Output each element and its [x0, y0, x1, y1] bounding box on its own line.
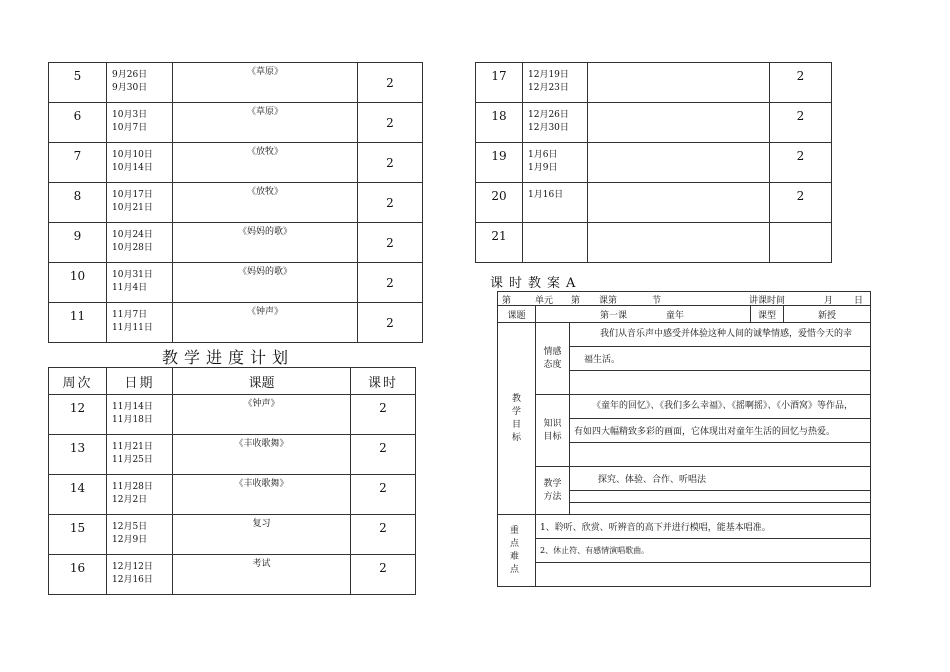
- date-end: 12月9日: [112, 535, 148, 545]
- date-cell: [107, 475, 173, 515]
- table-row: [49, 435, 416, 475]
- date-start: 11月14日: [112, 402, 153, 412]
- date-end: 12月23日: [528, 83, 569, 93]
- method-text: 探究、体验、合作、听唱法: [570, 467, 871, 491]
- week-cell: 14: [49, 475, 107, 515]
- hours-cell: 2: [351, 435, 416, 475]
- week-cell: 12: [49, 395, 107, 435]
- header-week: 周次: [49, 368, 107, 395]
- header-date: 日期: [107, 368, 173, 395]
- date-cell: [107, 555, 173, 595]
- week-cell: 5: [49, 63, 107, 103]
- date-cell: [107, 143, 173, 183]
- table-row: [49, 475, 416, 515]
- date-end: 11月18日: [112, 415, 153, 425]
- week-cell: 8: [49, 183, 107, 223]
- lesson-plan-table: [497, 291, 871, 587]
- hours-cell: 2: [770, 63, 832, 103]
- header-hours: 课时: [351, 368, 416, 395]
- date-start: 1月6日: [528, 150, 558, 160]
- date-end: 10月21日: [112, 203, 153, 213]
- date-start: 10月24日: [112, 230, 153, 240]
- method-blank-1: [570, 491, 871, 503]
- date-cell: [107, 183, 173, 223]
- date-cell: [523, 183, 588, 223]
- topic-cell: 《丰收歌舞》: [173, 475, 351, 515]
- date-start: 1月16日: [528, 190, 564, 200]
- topic-cell: [588, 103, 770, 143]
- topic-cell: 《放牧》: [173, 143, 358, 183]
- table-row: [476, 183, 832, 223]
- date-start: 11月28日: [112, 482, 153, 492]
- hours-cell: 2: [770, 103, 832, 143]
- knowledge-text-1: 《童年的回忆》、《我们多么幸福》、《摇啊摇》、《小酒窝》等作品，: [570, 395, 871, 419]
- date-start: 12月12日: [112, 562, 153, 572]
- week-cell: 7: [49, 143, 107, 183]
- lesson-number: 第一课: [600, 310, 628, 321]
- date-end: 1月9日: [528, 163, 558, 173]
- topic-cell: 《草原》: [173, 63, 358, 103]
- date-end: 10月28日: [112, 243, 153, 253]
- hours-cell: 2: [351, 515, 416, 555]
- hours-cell: 2: [358, 223, 423, 263]
- topic-cell: [588, 223, 770, 263]
- table-row: [476, 223, 832, 263]
- table-row: [49, 263, 423, 303]
- topic-cell: [588, 143, 770, 183]
- key-blank: [536, 563, 871, 587]
- date-cell: [107, 103, 173, 143]
- header-topic: 课题: [173, 368, 351, 395]
- date-start: 12月19日: [528, 70, 569, 80]
- date-end: 10月7日: [112, 123, 148, 133]
- week-cell: 17: [476, 63, 523, 103]
- key-point-2: 2、休止符、有感情演唱歌曲。: [536, 539, 871, 563]
- date-end: 9月30日: [112, 83, 148, 93]
- date-cell: [107, 63, 173, 103]
- date-start: 10月10日: [112, 150, 153, 160]
- date-end: 11月25日: [112, 455, 153, 465]
- week-cell: 6: [49, 103, 107, 143]
- week-cell: 9: [49, 223, 107, 263]
- date-cell: [107, 303, 173, 343]
- hours-cell: 2: [770, 143, 832, 183]
- emotion-text-1: 我们从音乐声中感受并体验这种人间的诚挚情感，爱惜今天的幸: [570, 323, 871, 347]
- date-end: 12月2日: [112, 495, 148, 505]
- date-cell: [523, 103, 588, 143]
- topic-cell: [588, 183, 770, 223]
- method-blank-2: [570, 503, 871, 515]
- table-row: [49, 555, 416, 595]
- table-row: [49, 183, 423, 223]
- week-cell: 21: [476, 223, 523, 263]
- knowledge-blank: [570, 443, 871, 467]
- date-cell: [107, 395, 173, 435]
- hours-cell: 2: [358, 263, 423, 303]
- schedule-table-bottom-left: [48, 367, 416, 595]
- table-row: [476, 63, 832, 103]
- schedule-table-right: [475, 62, 832, 263]
- lesson-plan-title: 课时教案A: [490, 276, 582, 291]
- week-cell: 19: [476, 143, 523, 183]
- type-value: 新授: [784, 306, 871, 323]
- week-cell: 15: [49, 515, 107, 555]
- hours-cell: 2: [358, 103, 423, 143]
- emotion-text-2: 福生活。: [570, 347, 871, 371]
- date-cell: [523, 63, 588, 103]
- week-cell: 10: [49, 263, 107, 303]
- date-cell: [523, 223, 588, 263]
- date-cell: [107, 515, 173, 555]
- emotion-label: 情感态度: [536, 323, 570, 395]
- date-end: 11月11日: [112, 323, 153, 333]
- table-row: [49, 103, 423, 143]
- topic-cell: 《草原》: [173, 103, 358, 143]
- week-cell: 20: [476, 183, 523, 223]
- topic-cell: 考试: [173, 555, 351, 595]
- week-cell: 18: [476, 103, 523, 143]
- table-row: [49, 223, 423, 263]
- table-row: [49, 63, 423, 103]
- date-cell: [107, 263, 173, 303]
- date-start: 10月31日: [112, 270, 153, 280]
- method-label: 教学方法: [536, 467, 570, 515]
- hours-cell: 2: [358, 63, 423, 103]
- key-label: 重点难点: [498, 515, 536, 587]
- hours-cell: 2: [351, 475, 416, 515]
- date-start: 11月21日: [112, 442, 153, 452]
- table-row: [49, 395, 416, 435]
- goals-label: 教学目标: [498, 323, 536, 515]
- date-cell: [107, 435, 173, 475]
- hours-cell: 2: [358, 183, 423, 223]
- hours-cell: 2: [358, 303, 423, 343]
- table-row: [49, 303, 423, 343]
- week-cell: 16: [49, 555, 107, 595]
- topic-cell: 《钟声》: [173, 395, 351, 435]
- table-row: [49, 515, 416, 555]
- hours-cell: 2: [351, 395, 416, 435]
- date-start: 9月26日: [112, 70, 148, 80]
- lesson-topic-cell: [536, 306, 751, 323]
- hours-cell: 2: [358, 143, 423, 183]
- topic-label: 课题: [498, 306, 536, 323]
- week-cell: 11: [49, 303, 107, 343]
- topic-cell: 《丰收歌舞》: [173, 435, 351, 475]
- type-label: 课型: [751, 306, 784, 323]
- date-end: 12月30日: [528, 123, 569, 133]
- knowledge-text-2: 有如四大幅精致多彩的画面，它体现出对童年生活的回忆与热爱。: [570, 419, 871, 443]
- date-start: 10月3日: [112, 110, 148, 120]
- plan-title: 教学进度计划: [162, 348, 295, 367]
- week-cell: 13: [49, 435, 107, 475]
- date-start: 10月17日: [112, 190, 153, 200]
- hours-cell: [770, 223, 832, 263]
- topic-cell: [588, 63, 770, 103]
- topic-cell: 《放牧》: [173, 183, 358, 223]
- date-start: 12月5日: [112, 522, 148, 532]
- date-end: 11月4日: [112, 283, 148, 293]
- table-row: [476, 143, 832, 183]
- key-point-1: 1、聆听、欣赏、听辨音的高下并进行模唱，能基本唱准。: [536, 515, 871, 539]
- lesson-name: 童年: [665, 310, 684, 321]
- emotion-blank: [570, 371, 871, 395]
- topic-cell: 《妈妈的歌》: [173, 223, 358, 263]
- hours-cell: 2: [351, 555, 416, 595]
- date-cell: [523, 143, 588, 183]
- date-start: 12月26日: [528, 110, 569, 120]
- topic-cell: 《妈妈的歌》: [173, 263, 358, 303]
- hours-cell: 2: [770, 183, 832, 223]
- table-row: [49, 143, 423, 183]
- date-cell: [107, 223, 173, 263]
- date-end: 10月14日: [112, 163, 153, 173]
- topic-cell: 复习: [173, 515, 351, 555]
- topic-cell: 《钟声》: [173, 303, 358, 343]
- date-end: 12月16日: [112, 575, 153, 585]
- table-row: [476, 103, 832, 143]
- schedule-table-top-left: [48, 62, 423, 343]
- date-start: 11月7日: [112, 310, 148, 320]
- knowledge-label: 知识目标: [536, 395, 570, 467]
- unit-row: 第 单元 第 课第 节 讲课时间 月 日: [498, 292, 871, 306]
